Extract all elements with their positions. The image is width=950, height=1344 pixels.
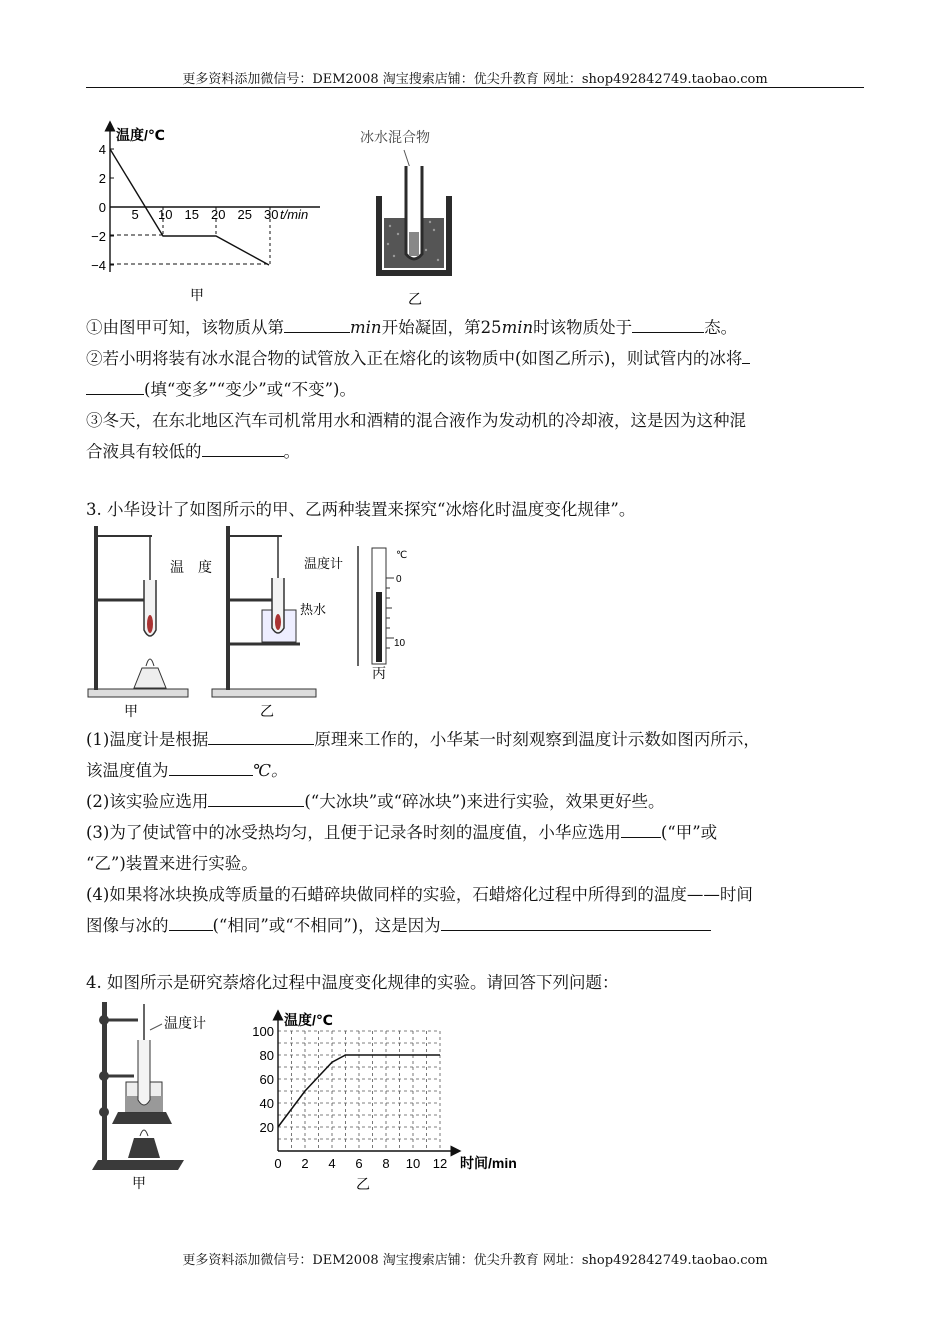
y-axis-label: 温度/℃ — [116, 127, 165, 143]
q3-p3-line2: “乙”)装置来进行实验。 — [86, 854, 258, 873]
fig-q4-chart — [250, 1005, 540, 1197]
tube-mixture — [409, 232, 419, 256]
q4-caption-jia: 甲 — [132, 1175, 146, 1191]
x-tick-label: 4 — [328, 1156, 336, 1171]
y-tick-label: −4 — [91, 258, 106, 273]
blank-ice-type[interactable] — [208, 788, 304, 807]
chart-caption: 甲 — [190, 287, 204, 303]
x-tick-label: 2 — [301, 1156, 309, 1171]
q2-line5: 合液具有较低的 。 — [86, 436, 876, 467]
label-hot-water: 热水 — [300, 602, 327, 617]
jia-flame — [146, 659, 154, 666]
jia-rod — [94, 526, 98, 690]
x-tick-label: 8 — [382, 1156, 390, 1171]
q3-title: 3. 小华设计了如图所示的甲、乙两种装置来探究“冰熔化时温度变化规律”。 — [86, 500, 636, 519]
x-tick-label: 20 — [211, 207, 226, 222]
blank-same[interactable] — [169, 912, 213, 931]
y-tick-label: 20 — [259, 1120, 274, 1135]
blank-ice-change-a[interactable] — [742, 345, 750, 364]
chart-caption: 乙 — [356, 1176, 370, 1192]
q4-burner — [128, 1138, 160, 1158]
jia-base — [88, 689, 188, 697]
y-tick-label: 100 — [252, 1024, 274, 1039]
y-tick-label: 60 — [259, 1072, 274, 1087]
q4-thermometer-label: 温度计 — [164, 1015, 206, 1031]
q4-flame — [140, 1130, 148, 1136]
q4-title: 4. 如图所示是研究萘熔化过程中温度变化规律的实验。请回答下列问题： — [86, 973, 619, 992]
y-tick-label: 2 — [98, 171, 106, 186]
x-axis-label: 时间/min — [460, 1155, 517, 1171]
fig-jia-chart — [90, 120, 330, 305]
x-tick-label: 12 — [432, 1156, 448, 1171]
q4-base — [92, 1160, 184, 1170]
q3-apparatus — [86, 522, 416, 722]
header-rule — [86, 87, 864, 88]
q2-line3: (填“变多”“变少”或“不变”)。 — [86, 374, 876, 405]
caption-bing: 丙 — [372, 665, 386, 681]
q3-p4-line1: (4)如果将冰块换成等质量的石蜡碎块做同样的实验，石蜡熔化过程中所得到的温度——时间 — [86, 885, 753, 904]
bing-ten: 10 — [394, 638, 406, 649]
q3-p2: (2)该实验应选用 (“大冰块”或“碎冰块”)来进行实验，效果更好些。 — [86, 786, 876, 817]
y-tick-label: 4 — [98, 142, 106, 157]
caption-jia: 甲 — [124, 703, 138, 719]
page-header: 更多资料添加微信号：DEM2008 淘宝搜索店铺：优尖升教育 网址：shop492842749.taobao.com — [182, 72, 768, 87]
q3-p3-line1: (3)为了使试管中的冰受热均匀，且便于记录各时刻的温度值，小华应选用 (“甲”或 — [86, 817, 876, 848]
y-axis-label: 温度/℃ — [284, 1012, 333, 1028]
q4-apparatus — [88, 1000, 223, 1195]
caption-yi: 乙 — [260, 703, 274, 719]
x-tick-label: 30 — [264, 207, 279, 222]
q3-p1-line2: 该温度值为 ℃。 — [86, 755, 876, 786]
bing-zero: 0 — [396, 574, 402, 585]
q4-test-tube — [138, 1040, 150, 1105]
x-tick-label: 25 — [237, 207, 252, 222]
y-tick-label: 80 — [259, 1048, 274, 1063]
yi-base — [212, 689, 316, 697]
label-du: 度 — [198, 559, 212, 575]
jia-burner — [134, 668, 166, 688]
x-tick-label: 15 — [184, 207, 199, 222]
q3-p4-line2: 图像与冰的 (“相同”或“不相同”)，这是因为 — [86, 910, 876, 941]
blank-freezing-point[interactable] — [202, 438, 284, 457]
q4-leader — [150, 1024, 162, 1030]
x-axis-label: t/min — [280, 207, 309, 222]
y-tick-label: −2 — [91, 229, 106, 244]
q2-line4: ③冬天，在东北地区汽车司机常用水和酒精的混合液作为发动机的冷却液，这是因为这种混 — [86, 411, 746, 430]
x-tick-label: 0 — [274, 1156, 282, 1171]
q2-line2: ②若小明将装有冰水混合物的试管放入正在熔化的该物质中(如图乙所示)，则试管内的冰将 — [86, 343, 876, 374]
q3-p1-line1: (1)温度计是根据 原理来工作的，小华某一时刻观察到温度计示数如图丙所示， — [86, 724, 876, 755]
yi-rod — [226, 526, 230, 690]
y-tick-label: 40 — [259, 1096, 274, 1111]
blank-temp-value[interactable] — [169, 757, 253, 776]
label-wen: 温 — [170, 559, 184, 575]
x-tick-label: 5 — [131, 207, 139, 222]
y-tick-label: 0 — [98, 200, 106, 215]
blank-reason[interactable] — [441, 912, 711, 931]
jia-ice — [147, 615, 153, 633]
blank-ice-change-b[interactable] — [86, 376, 144, 395]
x-tick-label: 10 — [158, 207, 173, 222]
leader-line — [404, 150, 410, 168]
bing-liquid — [376, 592, 382, 662]
ice-water-label: 冰水混合物 — [360, 129, 430, 145]
caption-yi: 乙 — [408, 291, 422, 307]
page-footer: 更多资料添加微信号：DEM2008 淘宝搜索店铺：优尖升教育 网址：shop492842749.taobao.com — [182, 1253, 768, 1268]
blank-apparatus[interactable] — [621, 819, 661, 838]
x-tick-label: 10 — [405, 1156, 421, 1171]
blank-state[interactable] — [632, 314, 704, 333]
blank-start-min[interactable] — [284, 314, 350, 333]
blank-principle[interactable] — [208, 726, 314, 745]
label-thermometer: 温度计 — [304, 556, 344, 571]
yi-ice — [275, 614, 281, 630]
fig-yi-beaker — [360, 122, 490, 307]
bing-unit: ℃ — [396, 550, 408, 561]
q4-gauze — [112, 1112, 172, 1124]
x-tick-label: 6 — [355, 1156, 363, 1171]
q2-line1: ①由图甲可知，该物质从第 min开始凝固，第25min时该物质处于 态。 — [86, 312, 876, 343]
q4-rod — [102, 1002, 107, 1160]
